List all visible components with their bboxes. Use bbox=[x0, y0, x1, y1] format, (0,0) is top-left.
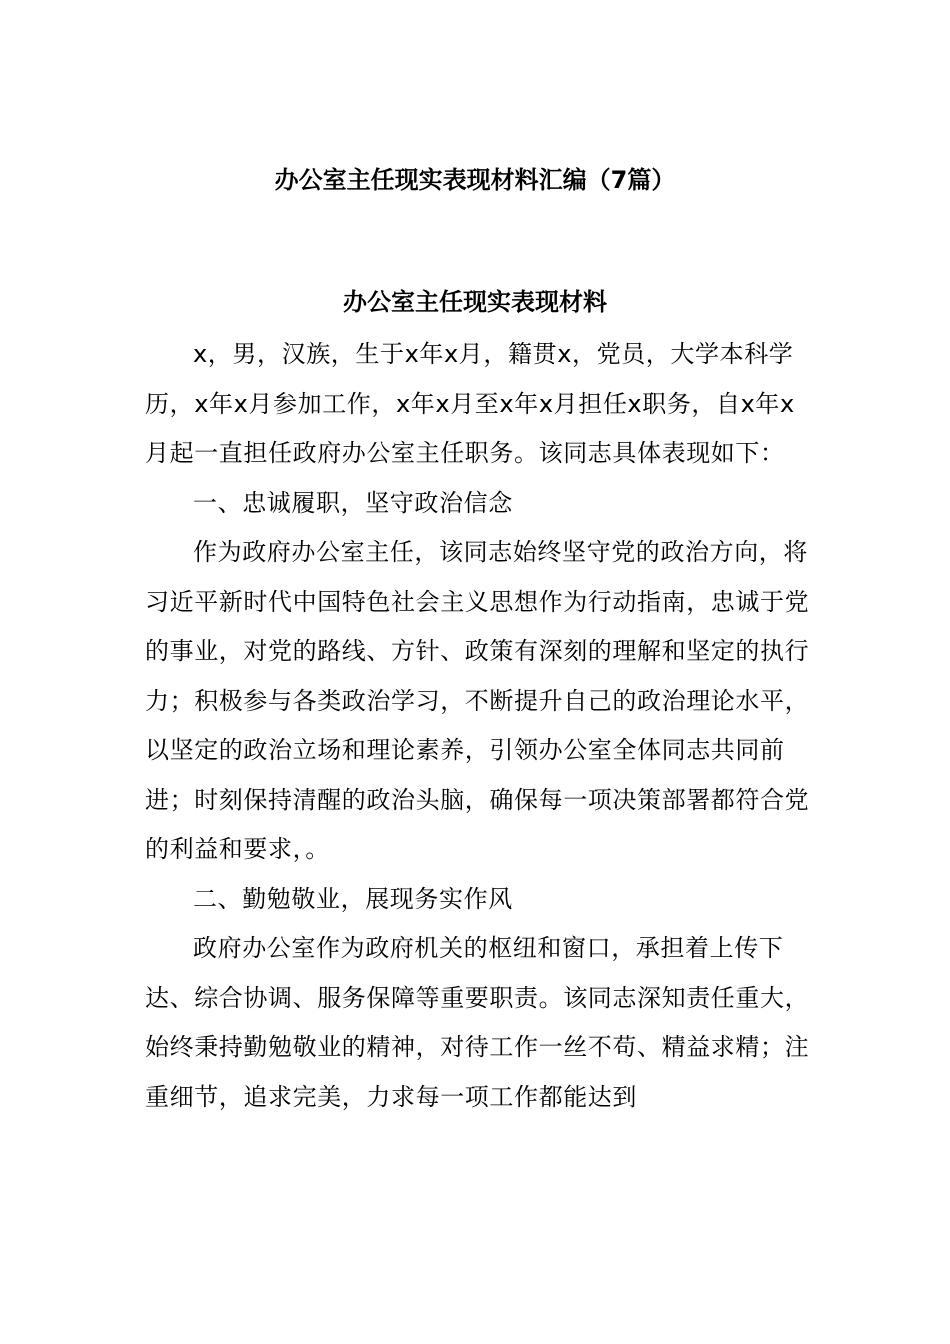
paragraph-intro: x，男，汉族，生于x年x月，籍贯x，党员，大学本科学历，x年x月参加工作，x年x月至x年x月担任x职务，自x年x月起一直担任政府办公室主任职务。该同志具体表现如下： bbox=[145, 340, 795, 467]
paragraph-one: 作为政府办公室主任，该同志始终坚守党的政治方向，将习近平新时代中国特色社会主义思想作为行动指南，忠诚于党的事业，对党的路线、方针、政策有深刻的理解和坚定的执行力；积极参与各类政治学习，不断提升自己的政治理论水平，以坚定的政治立场和理论素养，引领办公室全体同志共同前进；时刻保持清醒的政治头脑，确保每一项决策部署都符合党的利益和要求，。 bbox=[145, 538, 810, 863]
document-title: 办公室主任现实表现材料汇编（7篇） bbox=[274, 166, 676, 194]
heading-one: 一、忠诚履职，坚守政治信念 bbox=[193, 488, 513, 517]
section-title: 办公室主任现实表现材料 bbox=[343, 288, 607, 316]
paragraph-two: 政府办公室作为政府机关的枢纽和窗口，承担着上传下达、综合协调、服务保障等重要职责。该同志深知责任重大，始终秉持勤勉敬业的精神，对待工作一丝不苟、精益求精；注重细节，追求完美，力求每一项工作都能达到 bbox=[145, 934, 810, 1111]
document-body bbox=[145, 330, 815, 1122]
heading-two: 二、勤勉敬业，展现务实作风 bbox=[193, 884, 513, 913]
